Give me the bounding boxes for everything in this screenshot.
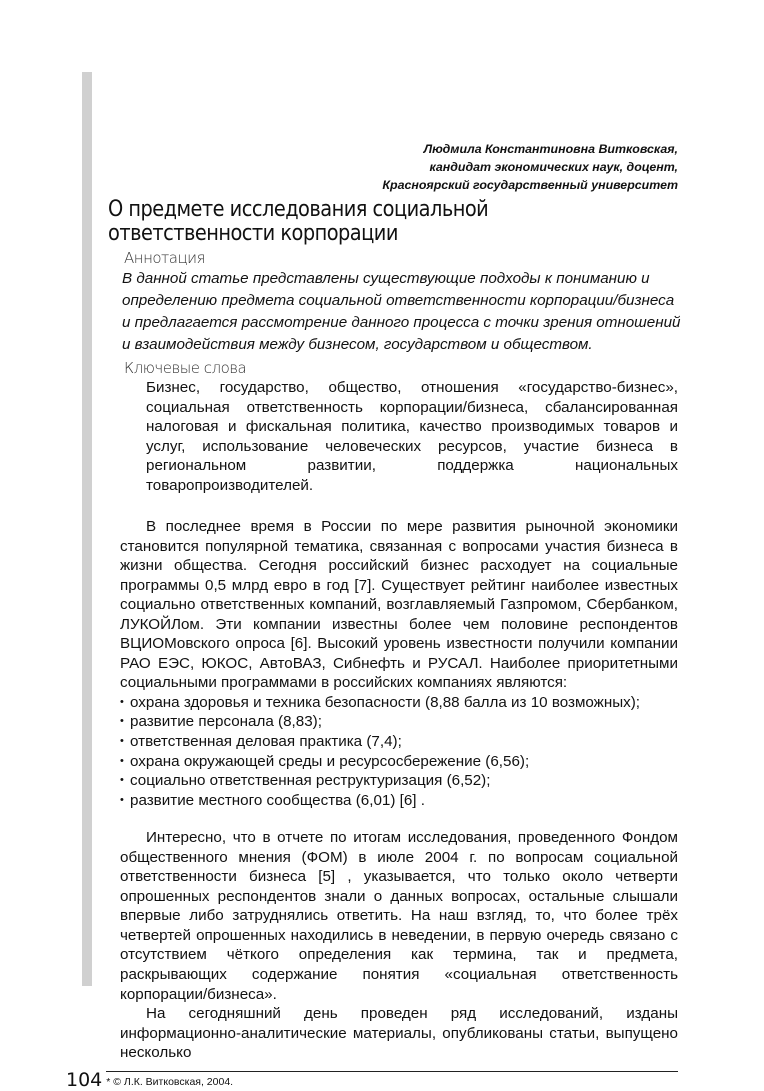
author-block [382, 140, 678, 194]
paragraph: На сегодняшний день проведен ряд исследований, изданы информационно-аналитические материалы, опубликованы статьи, выпущено несколько [120, 1005, 678, 1062]
article-title [108, 198, 678, 246]
list-item: • развитие персонала (8,83); [120, 712, 678, 732]
list-item: • охрана здоровья и техника безопасности (8,88 балла из 10 возможных); [120, 693, 678, 713]
list-item: • социально ответственная реструктуризация (6,52); [120, 771, 678, 791]
annotation-line: и предлагается рассмотрение данного процесса с точки зрения отношений [122, 314, 681, 331]
paragraph: Интересно, что в отчете по итогам исследования, проведенного Фондом общественного мнения (ФОМ) в июле 2004 г. по вопросам социальной ответственности бизнеса [5] , указывается, что только около четверти опрошенных респондентов знали о данных вопросах, остальные слышали впервые либо затруднялись ответить. На наш взгляд, то, что более трёх четвертей опрошенных находились в неведении, в первую очередь связано с отсутствием чёткого определения как термина, так и предмета, раскрывающих содержание понятия «социальная ответственность корпорации/бизнеса». [120, 829, 678, 1003]
paragraph: В последнее время в России по мере развития рыночной экономики становится популярной тематика, связанная с вопросами участия бизнеса в жизни общества. Сегодня российский бизнес расходует на социальные программы 0,5 млрд евро в год [7]. Существует рейтинг наиболее известных социально ответственных компаний, возглавляемый Газпромом, Сбербанком, ЛУКОЙЛом. Эти компании известны более чем половине респондентов ВЦИОМовского опроса [6]. Высокий уровень известности получили компании РАО ЕЭС, ЮКОС, АвтоВАЗ, Сибнефть и РУСАЛ. Наиболее приоритетными социальными программами в российских компаниях являются: [120, 518, 678, 692]
annotation-text [122, 268, 681, 356]
annotation-heading: Аннотация [124, 249, 205, 267]
list-item: • охрана окружающей среды и ресурсосбережение (6,56); [120, 752, 678, 772]
footer-rule [106, 1071, 678, 1072]
annotation-line: и взаимодействия между бизнесом, государством и обществом. [122, 336, 593, 353]
list-item: • развитие местного сообщества (6,01) [6] . [120, 791, 678, 811]
keywords-heading: Ключевые слова [124, 359, 247, 377]
margin-bar [82, 72, 92, 986]
page-number: 104 [66, 1068, 103, 1091]
author-affiliation: Красноярский государственный университет [382, 178, 678, 192]
list-item: • ответственная деловая практика (7,4); [120, 732, 678, 752]
footer-right [106, 1069, 678, 1089]
copyright-note: * © Л.К. Витковская, 2004. [106, 1075, 234, 1088]
author-degree: кандидат экономических наук, доцент, [429, 160, 678, 174]
article-content [66, 197, 681, 1091]
annotation-line: В данной статье представлены существующие подходы к пониманию и [122, 270, 650, 287]
priority-list [120, 693, 678, 810]
title-line: ответственности корпорации [108, 221, 398, 246]
keywords-text: Бизнес, государство, общество, отношения «государство-бизнес», социальная ответственность корпорации/бизнеса, сбалансированная налоговая и фискальная политика, качество производимых товаров и услуг, использование человеческих ресурсов, участие бизнеса в региональном развитии, поддержка национальных товаропроизводителей. [146, 379, 678, 494]
title-line: О предмете исследования социальной [108, 197, 489, 222]
body-section-2 [120, 828, 678, 1063]
body-section-1 [120, 517, 678, 810]
author-name: Людмила Константиновна Витковская, [423, 142, 678, 156]
annotation-line: определению предмета социальной ответственности корпорации/бизнеса [122, 292, 675, 309]
